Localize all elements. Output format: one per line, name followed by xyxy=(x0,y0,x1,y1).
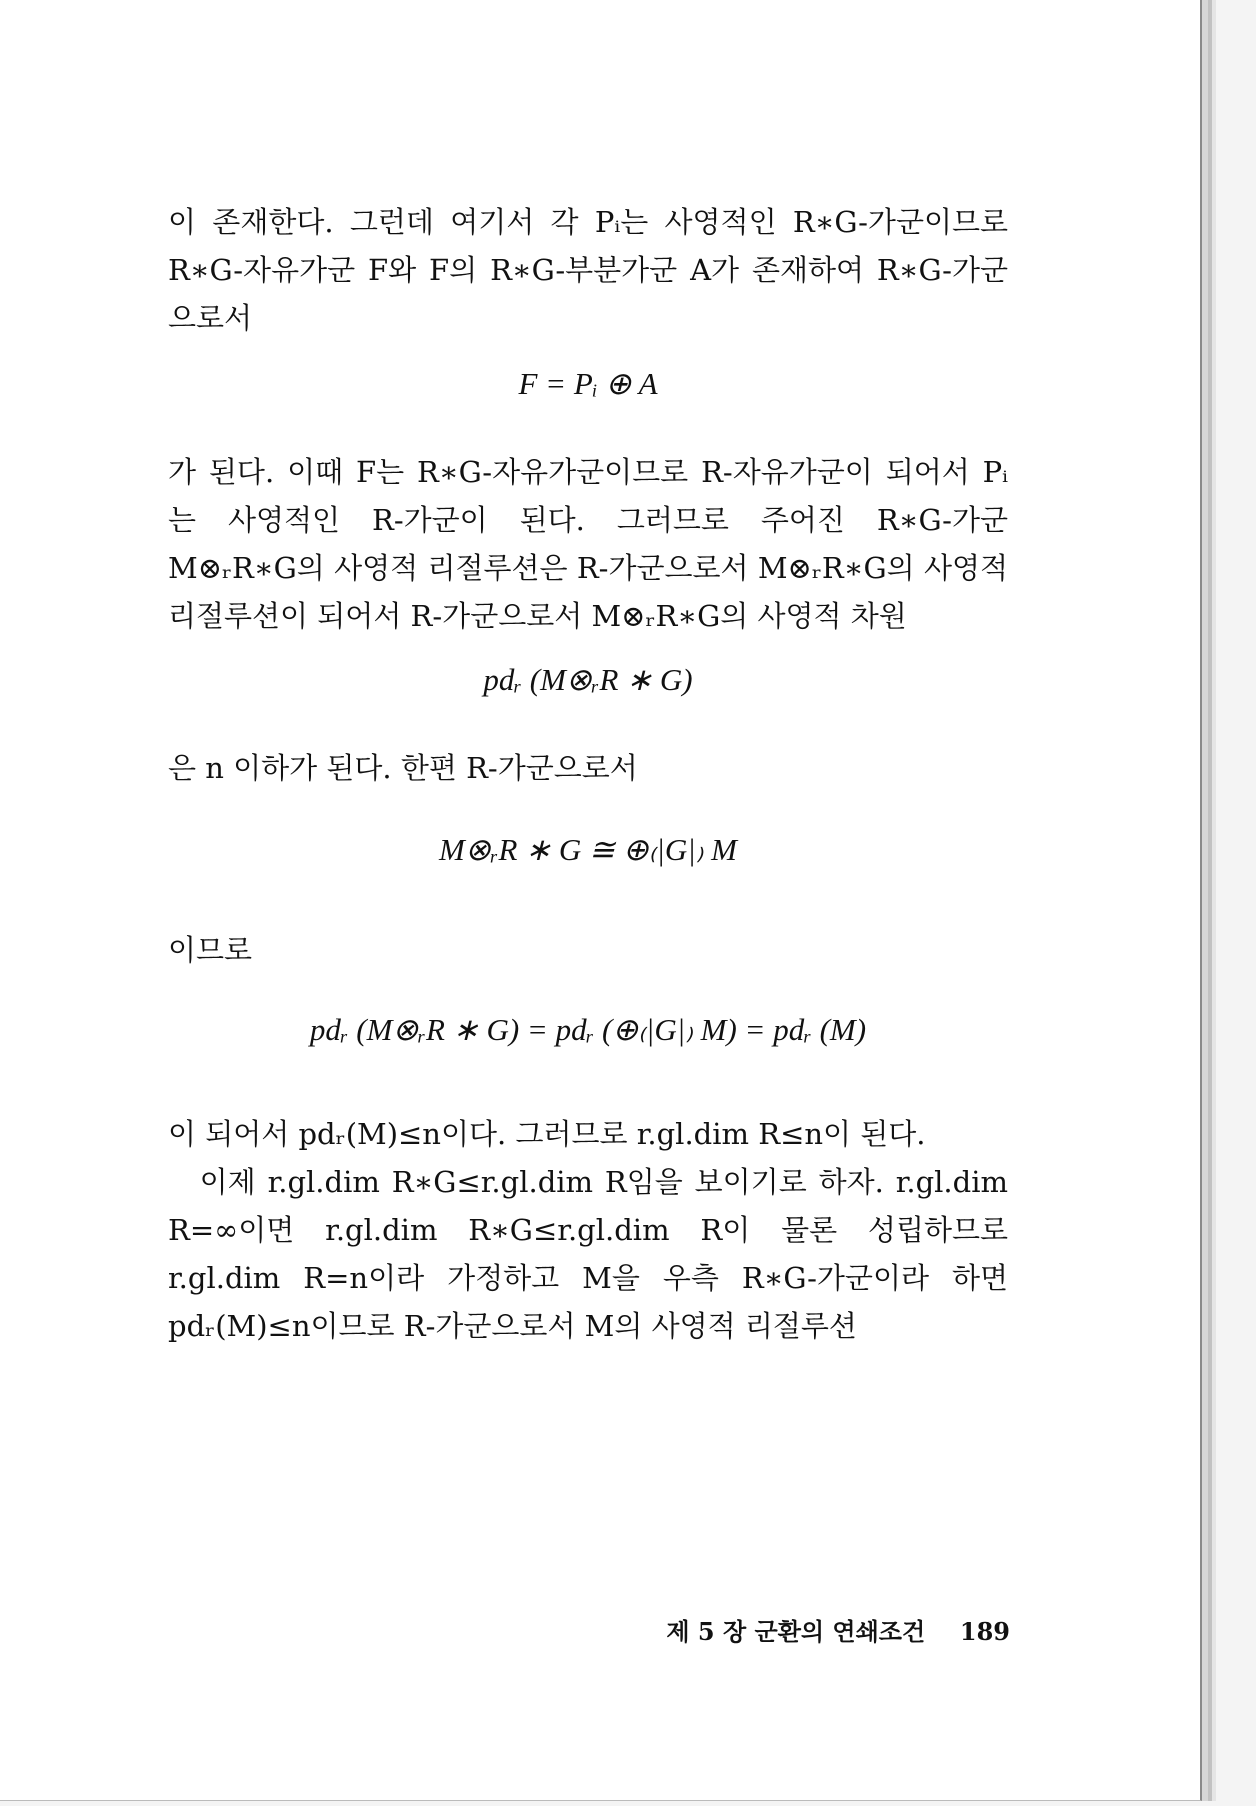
paragraph-5: 이 되어서 pdᵣ(M)≤n이다. 그러므로 r.gl.dim R≤n이 된다. xyxy=(168,1117,926,1151)
paragraph-4: 이므로 xyxy=(168,933,253,967)
page-number: 189 xyxy=(959,1617,1010,1646)
formula-4: pdᵣ (M⊗ᵣR ∗ G) = pdᵣ (⊕₍|G|₎ M) = pdᵣ (M) xyxy=(309,1012,867,1047)
formula-3: M⊗ᵣR ∗ G ≅ ⊕₍|G|₎ M xyxy=(439,832,737,867)
paragraph-2: 가 된다. 이때 F는 R∗G-자유가군이므로 R-자유가군이 되어서 Pᵢ는 사영적인 R-가군이 된다. 그러므로 주어진 R∗G-가군 M⊗ᵣR∗G의 사영적 리절루션은 R-가군으로서 M⊗ᵣR∗G의 사영적 리절루션이 되어서 R-가군으로서 M⊗ᵣR∗G의 사영적 차원 xyxy=(168,455,1008,633)
paragraph-3: 은 n 이하가 된다. 한편 R-가군으로서 xyxy=(168,751,638,785)
page-footer xyxy=(640,1612,1010,1647)
paragraph-6: 이제 r.gl.dim R∗G≤r.gl.dim R임을 보이기로 하자. r.gl.dim R=∞이면 r.gl.dim R∗G≤r.gl.dim R이 물론 성립하므로 r.gl.dim R=n이라 가정하고 M을 우측 R∗G-가군이라 하면 pdᵣ(M)≤n이므로 R-가군으로서 M의 사영적 리절루션 xyxy=(168,1165,1008,1343)
paragraph-1: 이 존재한다. 그런데 여기서 각 Pᵢ는 사영적인 R∗G-가군이므로 R∗G-자유가군 F와 F의 R∗G-부분가군 A가 존재하여 R∗G-가군으로서 xyxy=(168,205,1008,335)
running-header-chapter: 제 5 장 군환의 연쇄조건 xyxy=(666,1617,926,1646)
formula-1: F = Pᵢ ⊕ A xyxy=(518,366,658,401)
formula-2: pdᵣ (M⊗ᵣR ∗ G) xyxy=(483,662,693,697)
